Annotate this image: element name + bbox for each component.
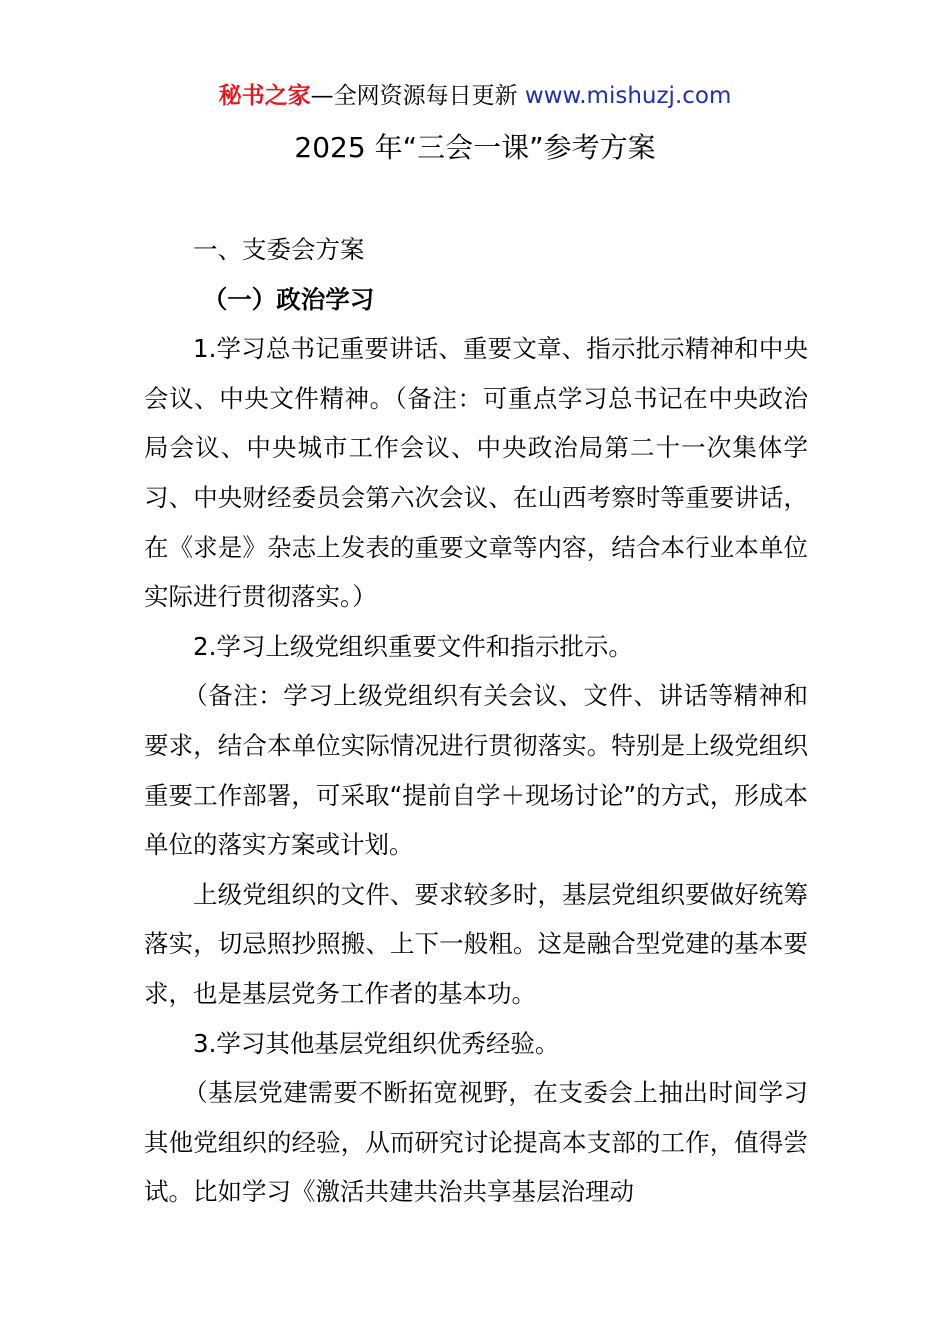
paragraph: 上级党组织的文件、要求较多时，基层党组织要做好统筹落实，切忌照抄照搬、上下一般粗。这是融合型党建的基本要求，也是基层党务工作者的基本功。 [144, 879, 808, 1008]
paragraph: 1.学习总书记重要讲话、重要文章、指示批示精神和中央会议、中央文件精神。（备注：可重点学习总书记在中央政治局会议、中央城市工作会议、中央政治局第二十一次集体学习、中央财经委员会第六次会议、在山西考察时等重要讲话，在《求是》杂志上发表的重要文章等内容，结合本行业本单位实际进行贯彻落实。） [144, 334, 808, 612]
paragraph: （备注：学习上级党组织有关会议、文件、讲话等精神和要求，结合本单位实际情况进行贯彻落实。特别是上级党组织重要工作部署，可采取“提前自学＋现场讨论”的方式，形成本单位的落实方案或计划。 [144, 681, 808, 860]
site-url-link[interactable]: www.mishuzj.com [524, 83, 732, 109]
brand-name: 秘书之家 [218, 83, 311, 109]
document-body [144, 225, 808, 1217]
section-heading: 一、支委会方案 [193, 235, 365, 264]
paragraph: （基层党建需要不断拓宽视野，在支委会上抽出时间学习其他党组织的经验，从而研究讨论提高本支部的工作，值得尝试。比如学习《激活共建共治共享基层治理动 [144, 1078, 808, 1207]
banner-tagline: —全网资源每日更新 [310, 83, 518, 109]
subsection-heading: （一）政治学习 [202, 284, 375, 314]
site-banner [0, 80, 950, 112]
paragraph: 2.学习上级党组织重要文件和指示批示。 [193, 631, 633, 661]
document-title: 2025 年“三会一课”参考方案 [294, 131, 656, 164]
paragraph: 3.学习其他基层党组织优秀经验。 [193, 1028, 560, 1058]
